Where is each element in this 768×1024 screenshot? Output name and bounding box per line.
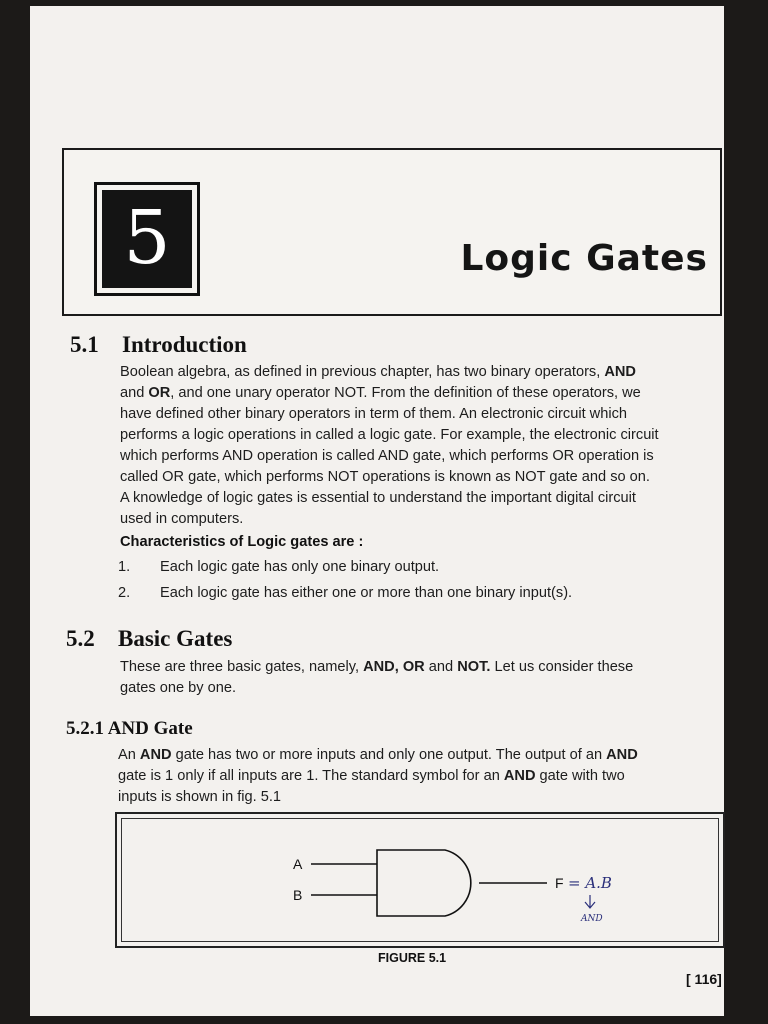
paragraph-line: gates one by one. — [120, 680, 237, 696]
handwritten-expression: = A.B — [568, 874, 612, 892]
input-b-label: B — [293, 887, 303, 903]
section-heading-basic-gates — [66, 626, 232, 652]
subsection-number: 5.2.1 — [66, 718, 104, 739]
page-number: [ 116] — [686, 971, 722, 987]
basic-gates-paragraph — [120, 657, 720, 699]
paragraph-line: These are three basic gates, namely, AND, OR and NOT. Let us consider these — [120, 659, 634, 675]
paragraph-line: inputs is shown in fig. 5.1 — [118, 789, 282, 805]
section-number: 5.2 — [66, 626, 95, 651]
section-number: 5.1 — [70, 332, 99, 357]
list-text: Each logic gate has only one binary output. — [160, 559, 440, 575]
chapter-title: Logic Gates — [460, 238, 708, 279]
and-gate-symbol — [377, 850, 471, 916]
book-page — [30, 6, 724, 1016]
subsection-title: AND Gate — [107, 718, 193, 739]
list-number: 1. — [118, 559, 131, 575]
list-number: 2. — [118, 585, 131, 601]
intro-paragraph — [120, 362, 720, 530]
handwritten-note: AND — [581, 914, 603, 924]
list-item — [118, 559, 439, 575]
section-title: Basic Gates — [118, 626, 233, 651]
input-a-label: A — [293, 856, 303, 872]
paragraph-line: and OR, and one unary operator NOT. From the definition of these operators, we — [120, 385, 641, 401]
paragraph-line: called OR gate, which performs NOT operations is known as NOT gate and so on. — [120, 469, 650, 485]
handwritten-arrow-icon — [585, 895, 595, 908]
paragraph-line: A knowledge of logic gates is essential to understand the important digital circuit — [120, 490, 636, 506]
output-label: F — [555, 875, 564, 891]
section-heading-introduction — [70, 332, 247, 358]
figure-caption: FIGURE 5.1 — [378, 951, 447, 965]
paragraph-line: used in computers. — [120, 511, 244, 527]
section-title: Introduction — [122, 332, 247, 357]
and-gate-diagram — [115, 812, 725, 948]
subsection-heading-and-gate — [66, 718, 193, 740]
chapter-number-frame — [94, 182, 200, 296]
chapter-number: 5 — [102, 190, 192, 288]
paragraph-line: An AND gate has two or more inputs and only one output. The output of an AND — [118, 747, 638, 763]
paragraph-line: have defined other binary operators in term of them. An electronic circuit which — [120, 406, 627, 422]
characteristics-heading: Characteristics of Logic gates are : — [120, 534, 364, 550]
paragraph-line: gate is 1 only if all inputs are 1. The standard symbol for an AND gate with two — [118, 768, 625, 784]
list-item — [118, 585, 572, 601]
chapter-header — [62, 148, 722, 316]
list-text: Each logic gate has either one or more than one binary input(s). — [160, 585, 573, 601]
paragraph-line: which performs AND operation is called AND gate, which performs OR operation is — [120, 448, 654, 464]
figure-frame — [115, 812, 725, 948]
and-gate-paragraph — [118, 745, 722, 808]
paragraph-line: performs a logic operations in called a logic gate. For example, the electronic circuit — [120, 427, 659, 443]
paragraph-line: Boolean algebra, as defined in previous chapter, has two binary operators, AND — [120, 364, 636, 380]
